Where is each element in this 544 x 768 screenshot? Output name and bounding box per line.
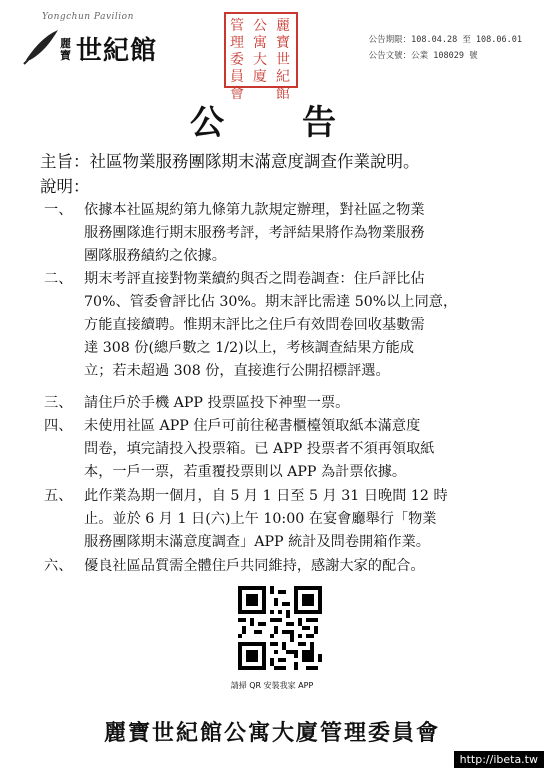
item-number: 一、 [44,202,73,218]
qr-code[interactable] [238,586,322,670]
item-number: 六、 [44,558,73,574]
notice-meta [369,32,522,64]
item-line: 期末考評直接對物業續約與否之問卷調查：住戶評比佔 [84,271,425,287]
notice-number: 公告文號：公業 108029 號 [368,51,478,61]
title-char-2: 告 [302,103,336,143]
official-seal [224,12,298,102]
item-line: 止。並於 6 月 1 日(六)上午 10:00 在宴會廳舉行「物業 [84,511,437,527]
item-number: 三、 [44,395,73,411]
seal-column-2: 公寓大廈 [253,18,267,85]
notice-period: 公告期限：108.04.28 至 108.06.01 [368,35,522,45]
feather-logo-icon [22,26,62,66]
item-line: 問卷，填完請投入投票箱。已 APP 投票者不須再領取紙 [84,441,435,457]
item-line: 依據本社區規約第九條第九款規定辦理，對社區之物業 [84,202,425,218]
item-number: 二、 [44,271,73,287]
item-line: 優良社區品質需全體住戶共同維持，感謝大家的配合。 [84,558,425,574]
item-line: 本，一戶一票，若重覆投票則以 APP 為計票依據。 [84,464,407,480]
seal-column-3: 管理委員會 [230,18,244,102]
item-line: 方能直接續聘。惟期末評比之住戶有效問卷回收基數需 [84,317,425,333]
watermark: http://ibeta.tw [454,751,544,768]
item-line: 達 308 份(總戶數之 1/2)以上，考核調查結果方能成 [84,340,414,356]
qr-caption: 請掃 QR 安裝我家 APP [230,681,314,690]
item-line: 此作業為期一個月，自 5 月 1 日至 5 月 31 日晚間 12 時 [84,488,448,504]
logo [22,12,172,72]
logo-sub-text: 麗寶 [60,37,71,62]
logo-script-text: Yongchun Pavilion [42,12,134,22]
committee-signature: 麗寶世紀館公寓大廈管理委員會 [103,720,440,746]
seal-column-1: 麗寶世紀館 [276,18,290,102]
item-line: 服務團隊期末滿意度調查」APP 統計及問卷開箱作業。 [84,534,430,550]
explanation-label: 說明： [40,177,90,196]
item-line: 請住戶於手機 APP 投票區投下神聖一票。 [84,395,350,411]
item-line: 未使用社區 APP 住戶可前往秘書櫃檯領取紙本滿意度 [84,418,421,434]
logo-name: 世紀館 [76,36,158,66]
item-line: 立；若未超過 308 份，直接進行公開招標評選。 [84,363,390,379]
item-number: 四、 [44,418,73,434]
item-line: 團隊服務績約之依據。 [84,248,226,264]
title-char-1: 公 [190,103,224,143]
item-number: 五、 [44,488,73,504]
subject-line: 主旨：社區物業服務團隊期末滿意度調查作業說明。 [40,152,420,171]
item-line: 70%、管委會評比佔 30%。期末評比需達 50%以上同意， [84,294,458,310]
item-line: 服務團隊進行期末服務考評，考評結果將作為物業服務 [84,225,425,241]
